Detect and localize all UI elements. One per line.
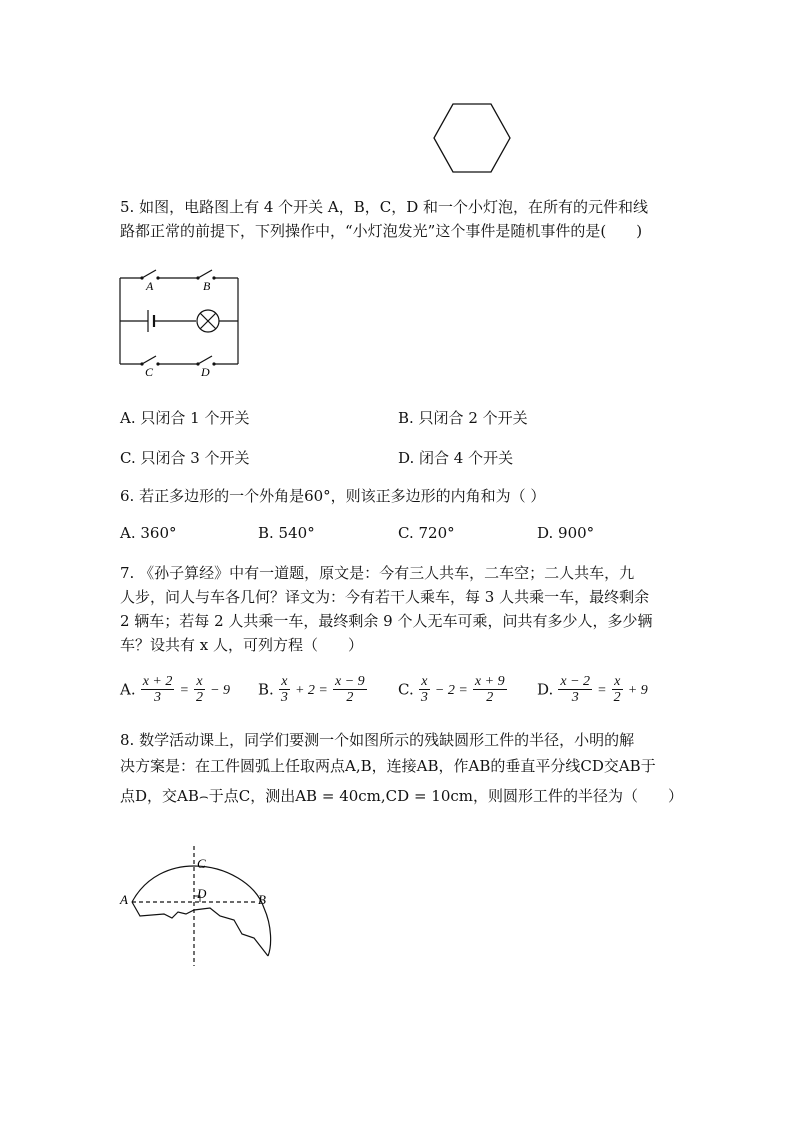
q6-option-d: D. 900° bbox=[537, 524, 595, 542]
q7-line3: 2 辆车；若每 2 人共乘一车，最终剩余 9 个人无车可乘，问共有多少人，多少辆 bbox=[120, 612, 653, 630]
label-a: A bbox=[146, 279, 154, 293]
q7-option-a-letter: A. bbox=[120, 680, 136, 699]
broken-circle-figure bbox=[116, 842, 286, 970]
label-point-c: C bbox=[197, 856, 206, 871]
q8-line3: 点D，交AB⌢于点C，测出AB = 40cm,CD = 10cm，则圆形工件的半径为（ ） bbox=[120, 787, 683, 805]
switch-d bbox=[198, 356, 212, 364]
q7-option-d-letter: D. bbox=[537, 680, 554, 699]
q5-line1: 5. 如图，电路图上有 4 个开关 A，B，C，D 和一个小灯泡，在所有的元件和线 bbox=[120, 198, 649, 216]
q6-option-c: C. 720° bbox=[398, 524, 455, 542]
q7-option-d: D. $\frac{x - 2}{3}$ = $\frac{x}{2}$ + 9 bbox=[537, 674, 648, 705]
label-point-a: A bbox=[120, 892, 128, 907]
q8-line2: 决方案是：在工件圆弧上任取两点A,B，连接AB，作AB的垂直平分线CD交AB于 bbox=[120, 757, 656, 775]
q7-line4: 车？设共有 x 人，可列方程（ ） bbox=[120, 636, 363, 654]
label-point-b: B bbox=[258, 892, 266, 907]
hexagon-figure bbox=[430, 102, 514, 174]
broken-edge bbox=[132, 902, 268, 956]
q7-option-b-letter: B. bbox=[258, 680, 274, 699]
label-d: D bbox=[201, 365, 210, 378]
q5-option-c: C. 只闭合 3 个开关 bbox=[120, 449, 250, 467]
q6-option-a: A. 360° bbox=[120, 524, 177, 542]
label-c: C bbox=[145, 365, 154, 378]
q6-option-b: B. 540° bbox=[258, 524, 315, 542]
q7-option-b: B. $\frac{x}{3}$ + 2 = $\frac{x - 9}{2}$ bbox=[258, 674, 365, 705]
label-b: B bbox=[203, 279, 211, 293]
q8-line1: 8. 数学活动课上，同学们要测一个如图所示的残缺圆形工件的半径，小明的解 bbox=[120, 731, 635, 749]
q7-option-c: C. $\frac{x}{3}$ − 2 = $\frac{x + 9}{2}$ bbox=[398, 674, 505, 705]
q6-line1: 6. 若正多边形的一个外角是60°，则该正多边形的内角和为（ ） bbox=[120, 487, 546, 505]
switch-b bbox=[198, 270, 212, 278]
switch-a bbox=[142, 270, 156, 278]
q7-option-c-letter: C. bbox=[398, 680, 414, 699]
circuit-diagram bbox=[112, 262, 248, 378]
label-point-d: D bbox=[197, 886, 207, 901]
q7-line2: 人步，问人与车各几何？译文为：今有若干人乘车，每 3 人共乘一车，最终剩余 bbox=[120, 588, 650, 606]
q7-line1: 7. 《孙子算经》中有一道题，原文是：今有三人共车，二车空；二人共车，九 bbox=[120, 564, 635, 582]
q5-line2: 路都正常的前提下，下列操作中，“小灯泡发光”这个事件是随机事件的是( ) bbox=[120, 222, 643, 240]
q5-option-d: D. 闭合 4 个开关 bbox=[398, 449, 514, 467]
q7-option-a: A. $\frac{x + 2}{3}$ = $\frac{x}{2}$ − 9 bbox=[120, 674, 231, 705]
q5-option-b: B. 只闭合 2 个开关 bbox=[398, 409, 528, 427]
circle-arc bbox=[132, 866, 271, 956]
switch-c bbox=[142, 356, 156, 364]
q5-option-a: A. 只闭合 1 个开关 bbox=[120, 409, 250, 427]
